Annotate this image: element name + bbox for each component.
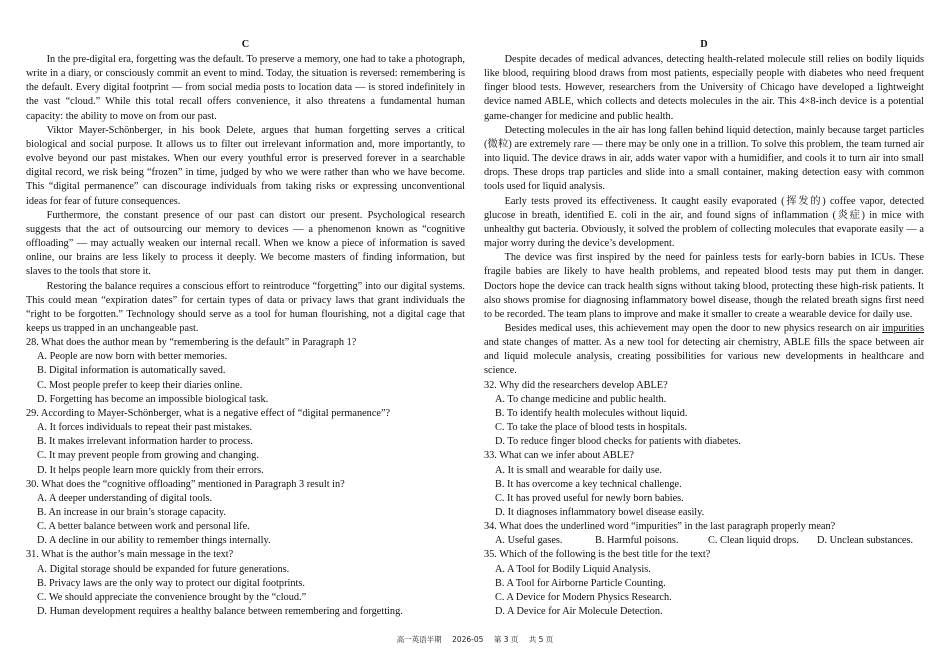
paragraph-text: and state changes of matter. As a new tool for detecting air chemistry, ABLE fills the space between air and liquid molecule analysis, creating possibilities for various new developments in healthcare and science.	[484, 337, 924, 377]
option-c[interactable]: C. Clean liquid drops.	[708, 535, 799, 547]
option-c[interactable]: C. Most people prefer to keep their diaries online.	[37, 379, 243, 391]
passage-d-column	[484, 38, 924, 619]
option-c[interactable]: C. A Device for Modern Physics Research.	[495, 591, 672, 603]
option-c[interactable]: C. To take the place of blood tests in hospitals.	[495, 422, 688, 434]
option-c[interactable]: C. It has proved useful for newly born babies.	[495, 492, 684, 504]
question-stem: 33. What can we infer about ABLE?	[484, 450, 634, 462]
option-b[interactable]: B. It has overcome a key technical challenge.	[495, 478, 682, 490]
option-c[interactable]: C. A better balance between work and personal life.	[37, 521, 250, 533]
option-b[interactable]: B. It makes irrelevant information harder to process.	[37, 436, 253, 448]
option-d[interactable]: D. Human development requires a healthy balance between remembering and forgetting.	[37, 606, 403, 618]
option-b[interactable]: B. A Tool for Airborne Particle Counting.	[495, 577, 666, 589]
passage-c-paragraph-1: In the pre-digital era, forgetting was the default. To preserve a memory, one had to take a photograph, write in a diary, or consciously commit an event to mind. Today, the situation is reversed: remembering is the default. Every digital footprint — from social media posts to location data — is stored indefinitely in the vast “cloud.” While this total recall offers convenience, it also threatens a fundamental human capacity: the ability to move on from our past.	[26, 54, 465, 122]
question-stem: 29. According to Mayer-Schönberger, what is a negative effect of “digital permanence”?	[26, 407, 391, 419]
option-a[interactable]: A. A deeper understanding of digital tools.	[37, 492, 213, 504]
passage-c-paragraph-2: Viktor Mayer-Schönberger, in his book Delete, argues that human forgetting serves a critical biological and social purpose. It allows us to filter out irrelevant information and, more importantly, to evolve beyond our past mistakes. When our every youthful error is preserved forever in a searchable digital record, we risk being “frozen” in time, judged by who we were rather than who we have become. This “digital permanence” can discourage individuals from taking risks or expressing unconventional ideas for fear of future consequences.	[26, 124, 465, 207]
question-stem: 32. Why did the researchers develop ABLE?	[484, 379, 668, 391]
option-a[interactable]: A. A Tool for Bodily Liquid Analysis.	[495, 563, 651, 575]
passage-d-paragraph-1: Despite decades of medical advances, detecting health-related molecule still relies on bodily liquids like blood, requiring blood draws from most patients, especially people with diabetes who need frequent finger blood tests. However, researchers from the University of Chicago have developed a lightweight device named ABLE, which collects and detects molecules in the air. This 4×8-inch device is a potential game-changer for medicine and public health.	[484, 54, 924, 122]
question-28	[26, 336, 465, 407]
question-32	[484, 379, 924, 450]
option-d[interactable]: D. A decline in our ability to remember things internally.	[37, 535, 271, 547]
footer-exam-name: 高一英语半期	[396, 635, 442, 644]
option-b[interactable]: B. Harmful poisons.	[595, 535, 679, 547]
question-29	[26, 407, 465, 478]
paragraph-text: Besides medical uses, this achievement may open the door to new physics research on air	[504, 322, 883, 334]
option-d[interactable]: D. Unclean substances.	[817, 535, 914, 547]
question-stem: 34. What does the underlined word “impurities” in the last paragraph properly mean?	[484, 521, 836, 533]
passage-d-paragraph-4: The device was first inspired by the need for painless tests for early-born babies in ICUs. These fragile babies are likely to have health problems, and repeated blood tests may put them in danger. Doctors hope the device can track health signs without taking blood, protecting these high-risk patients. It also shows promise for diagnosing inflammatory bowel disease, though the related breath signs first need to be recorded. The team plans to improve and make it smaller to create a wearable device for daily use.	[484, 252, 924, 320]
option-b[interactable]: B. Privacy laws are the only way to protect our digital footprints.	[37, 577, 305, 589]
passage-d-paragraph-2: Detecting molecules in the air has long fallen behind liquid detection, mainly because target particles (微粒) are extremely rare — there may be only one in a trillion. To solve this problem, the team turned air into liquid. The device draws in air, adds water vapor with a humidifier, and cools it to turn air into small drops. These drops trap particles and slide into a small container, making detection easy with common tools used for liquid analysis.	[484, 124, 924, 193]
options-row	[484, 534, 924, 548]
passage-d-paragraph-5	[484, 322, 924, 379]
option-d[interactable]: D. It diagnoses inflammatory bowel disease easily.	[495, 507, 705, 518]
page-footer	[0, 634, 950, 645]
option-a[interactable]: A. It forces individuals to repeat their past mistakes.	[37, 422, 253, 434]
passage-d-label: D	[700, 39, 708, 50]
option-a[interactable]: A. To change medicine and public health.	[495, 393, 667, 405]
passage-c-label: C	[241, 39, 250, 50]
passage-c-paragraph-4: Restoring the balance requires a conscious effort to reintroduce “forgetting” into our digital systems. This could mean “expiration dates” for certain types of data or privacy laws that grant individuals the “right to be forgotten.” Technology should serve as a tool for human flourishing, not a digital cage that keeps us trapped in an unchangeable past.	[26, 280, 465, 334]
question-stem: 28. What does the author mean by “remembering is the default” in Paragraph 1?	[26, 337, 357, 349]
option-d[interactable]: D. A Device for Air Molecule Detection.	[495, 606, 663, 618]
option-b[interactable]: B. To identify health molecules without liquid.	[495, 407, 688, 419]
option-a[interactable]: A. Useful gases.	[495, 535, 563, 547]
question-30	[26, 478, 465, 549]
footer-page-number: 第 3 页	[493, 635, 519, 644]
question-33	[484, 449, 924, 520]
question-34	[484, 520, 924, 548]
passage-c-column	[26, 38, 465, 619]
question-35	[484, 548, 924, 619]
footer-date: 2026-05	[452, 635, 484, 644]
option-d[interactable]: D. It helps people learn more quickly from their errors.	[37, 464, 264, 476]
option-d[interactable]: D. Forgetting has become an impossible biological task.	[37, 393, 269, 405]
option-c[interactable]: C. We should appreciate the convenience brought by the “cloud.”	[37, 591, 307, 603]
option-b[interactable]: B. An increase in our brain’s storage capacity.	[37, 507, 226, 518]
option-c[interactable]: C. It may prevent people from growing and changing.	[37, 450, 259, 462]
option-a[interactable]: A. Digital storage should be expanded for future generations.	[37, 563, 290, 575]
passage-c-paragraph-3: Furthermore, the constant presence of our past can distort our present. Psychological research suggests that the act of outsourcing our memory to devices — a phenomenon known as “cognitive offloading” — may actually weaken our internal recall. When we know a piece of information is saved online, our brains are less likely to process it deeply. We become masters of finding information, but slaves to the tools that store it.	[26, 209, 465, 278]
question-stem: 31. What is the author’s main message in the text?	[26, 549, 234, 561]
option-a[interactable]: A. It is small and wearable for daily use.	[495, 464, 662, 476]
question-stem: 35. Which of the following is the best title for the text?	[484, 549, 711, 561]
footer-total-pages: 共 5 页	[528, 635, 554, 644]
option-a[interactable]: A. People are now born with better memories.	[37, 351, 228, 363]
option-d[interactable]: D. To reduce finger blood checks for patients with diabetes.	[495, 436, 741, 448]
passage-d-paragraph-3: Early tests proved its effectiveness. It caught easily evaporated (挥发的) coffee vapor, detected glucose in breath, identified E. coli in the air, and found signs of inflammation (炎症) in mice with unhealthy gut bacteria. Obviously, it solved the problem of collecting molecules that evaporate easily — a major worry during the device’s development.	[484, 195, 924, 250]
question-stem: 30. What does the “cognitive offloading” mentioned in Paragraph 3 result in?	[26, 478, 345, 490]
question-31	[26, 548, 465, 619]
option-b[interactable]: B. Digital information is automatically saved.	[37, 365, 226, 377]
underlined-word: impurities	[882, 322, 924, 334]
